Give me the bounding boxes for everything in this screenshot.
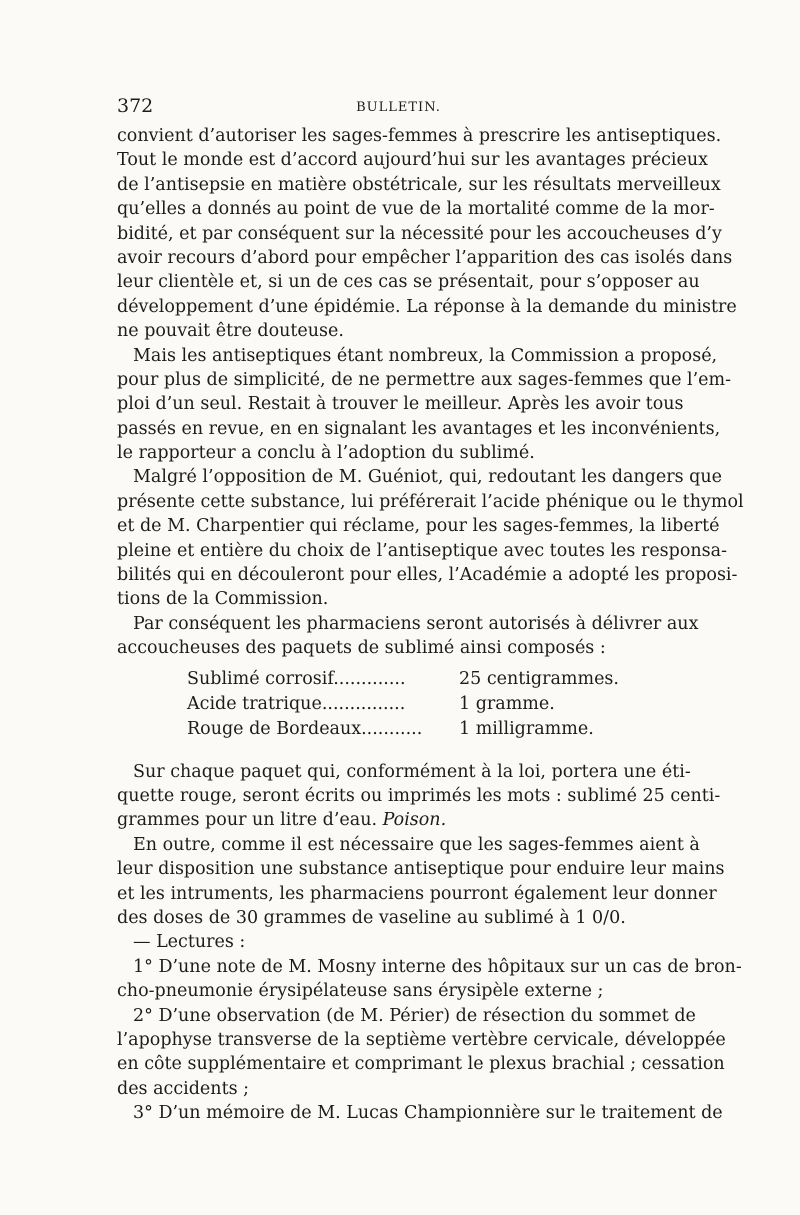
text-line: leur clientèle et, si un de ces cas se présentait, pour s’opposer au (117, 272, 700, 293)
text-line: quette rouge, seront écrits ou imprimés les mots : sublimé 25 centi- (117, 785, 721, 806)
text-line: passés en revue, en en signalant les avantages et les inconvénients, (117, 418, 721, 439)
text-line: et les intruments, les pharmaciens pourront également leur donner (117, 883, 717, 904)
text-line: 1° D’une note de M. Mosny interne des hôpitaux sur un cas de bron- (133, 956, 742, 977)
paragraphs-after-recipe (117, 760, 742, 1126)
recipe-substance: Rouge de Bordeaux........... (187, 718, 423, 739)
text-line: pour plus de simplicité, de ne permettre aux sages-femmes que l’em- (117, 369, 732, 390)
text-run: grammes pour un litre d’eau. (117, 810, 383, 831)
paragraph (117, 930, 680, 954)
text-line: avoir recours d’abord pour empêcher l’apparition des cas isolés dans (117, 247, 733, 268)
text-line: qu’elles a donnés au point de vue de la mortalité comme de la mor- (117, 199, 715, 220)
text-line: En outre, comme il est nécessaire que les sages-femmes aient à (133, 834, 700, 855)
paragraphs-before-recipe (117, 124, 744, 661)
body-text (117, 124, 744, 1125)
paragraph (117, 612, 699, 661)
text-line: le rapporteur a conclu à l’adoption du sublimé. (117, 443, 535, 464)
recipe-row (187, 692, 627, 717)
paragraph (117, 1101, 723, 1125)
paragraph (117, 833, 725, 931)
text-line: Sur chaque paquet qui, conformément à la loi, portera une éti- (133, 761, 691, 782)
text-line: Tout le monde est d’accord aujourd’hui sur les avantages précieux (117, 150, 709, 171)
paragraph (117, 124, 737, 344)
text-line: — Lectures : (133, 932, 246, 953)
text-line: et de M. Charpentier qui réclame, pour les sages-femmes, la liberté (117, 516, 720, 537)
recipe-row (187, 717, 627, 742)
recipe-quantity: 1 gramme. (459, 693, 555, 714)
paragraph (117, 955, 742, 1004)
text-line: en côte supplémentaire et comprimant le plexus brachial ; cessation (117, 1054, 725, 1075)
text-line: pleine et entière du choix de l’antiseptique avec toutes les responsa- (117, 540, 727, 561)
text-line: des accidents ; (117, 1078, 250, 1099)
paragraph (117, 344, 732, 466)
recipe-table (187, 667, 627, 742)
recipe-substance: Acide tratrique............... (187, 693, 406, 714)
paragraph (117, 465, 744, 611)
text-line: de l’antisepsie en matière obstétricale, sur les résultats merveilleux (117, 174, 721, 195)
running-title: BULLETIN. (356, 100, 441, 115)
text-line: bidité, et par conséquent sur la nécessité pour les accoucheuses d’y (117, 223, 722, 244)
text-line: des doses de 30 grammes de vaseline au sublimé à 1 0/0. (117, 907, 626, 928)
paragraph (117, 760, 721, 833)
text-line: Mais les antiseptiques étant nombreux, la Commission a proposé, (133, 345, 718, 366)
text-line: bilités qui en découleront pour elles, l’Académie a adopté les proposi- (117, 565, 738, 586)
text-line: développement d’une épidémie. La réponse à la demande du ministre (117, 296, 737, 317)
text-line (117, 808, 680, 832)
italic-text: Poison. (382, 810, 447, 831)
text-line: 2° D’une observation (de M. Périer) de résection du sommet de (133, 1005, 696, 1026)
text-line: l’apophyse transverse de la septième vertèbre cervicale, développée (117, 1029, 726, 1050)
text-line: ne pouvait être douteuse. (117, 321, 344, 342)
text-line: accoucheuses des paquets de sublimé ainsi composés : (117, 638, 606, 659)
text-line: leur disposition une substance antiseptique pour enduire leur mains (117, 859, 725, 880)
text-line: présente cette substance, lui préférerait l’acide phénique ou le thymol (117, 491, 744, 512)
page-header (117, 95, 680, 123)
recipe-row (187, 667, 627, 692)
text-line: cho-pneumonie érysipélateuse sans érysipèle externe ; (117, 981, 604, 1002)
text-line: Par conséquent les pharmaciens seront autorisés à délivrer aux (133, 613, 699, 634)
text-line: convient d’autoriser les sages-femmes à prescrire les antiseptiques. (117, 126, 722, 146)
recipe-quantity: 1 milligramme. (459, 718, 594, 739)
recipe-quantity: 25 centigrammes. (459, 668, 619, 689)
page-number: 372 (117, 95, 154, 117)
text-line: Malgré l’opposition de M. Guéniot, qui, redoutant les dangers que (133, 467, 722, 488)
paragraph (117, 1004, 726, 1102)
text-line: ploi d’un seul. Restait à trouver le meilleur. Après les avoir tous (117, 394, 684, 415)
text-line: 3° D’un mémoire de M. Lucas Championnière sur le traitement de (133, 1103, 723, 1124)
text-line: tions de la Commission. (117, 589, 329, 610)
recipe-substance: Sublimé corrosif............. (187, 668, 406, 689)
